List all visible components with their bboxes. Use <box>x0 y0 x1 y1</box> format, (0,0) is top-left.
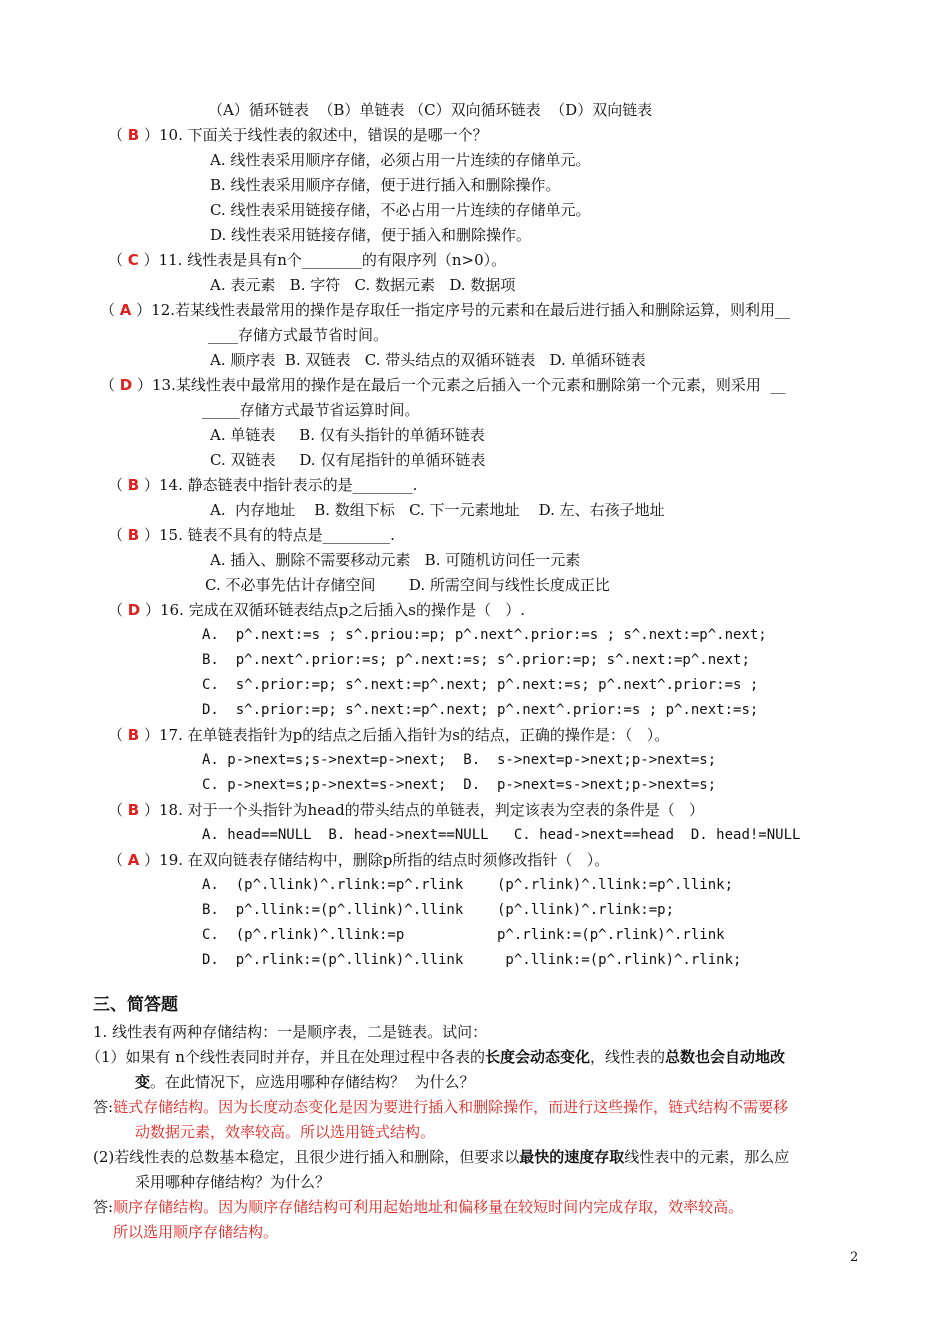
answer-paren: （ <box>108 601 128 619</box>
question-1-part-2-line-2: 采用哪种存储结构？为什么？ <box>135 1173 331 1191</box>
question-text: ）13.某线性表中最常用的操作是在最后一个元素之后插入一个元素和删除第一个元素，则采用 __ <box>137 376 786 394</box>
answer-letter: B <box>127 476 140 494</box>
option-line: A. 单链表 B. 仅有头指针的单循环链表 <box>210 426 485 444</box>
question-stem <box>108 800 704 820</box>
option-line: （A）循环链表 （B）单链表 （C）双向循环链表 （D）双向链表 <box>208 101 653 119</box>
q1-p1-rest: 。在此情况下，应选用哪种存储结构？ 为什么？ <box>150 1073 475 1091</box>
code-option-line: C. (p^.rlink)^.llink:=p p^.rlink:=(p^.rlink)^.rlink <box>202 927 725 943</box>
question-1-part-1-line-2 <box>135 1072 475 1092</box>
answer-paren: （ <box>108 726 128 744</box>
question-stem <box>100 300 790 320</box>
question-text: ）12.若某线性表最常用的操作是存取任一指定序号的元素和在最后进行插入和删除运算，则利用__ <box>136 301 791 319</box>
code-option-line: D. p^.rlink:=(p^.llink)^.llink p^.llink:=(p^.rlink)^.rlink; <box>202 952 742 968</box>
question-1-part-1-line-1 <box>86 1047 785 1067</box>
question-stem <box>108 725 669 745</box>
code-option-line: A. head==NULL B. head->next==NULL C. head->next==head D. head!=NULL <box>202 827 801 843</box>
question-text: ）17. 在单链表指针为p的结点之后插入指针为s的结点，正确的操作是：（ ）。 <box>144 726 670 744</box>
answer-letter: B <box>127 801 140 819</box>
option-line: A. 表元素 B. 字符 C. 数据元素 D. 数据项 <box>210 276 516 294</box>
answer-paren: （ <box>100 376 120 394</box>
question-stem <box>100 375 785 395</box>
answer-letter: B <box>127 526 140 544</box>
answer-letter: B <box>127 126 140 144</box>
question-text: ）11. 线性表是具有n个________的有限序列（n>0）。 <box>143 251 507 269</box>
page-number: 2 <box>850 1250 859 1265</box>
answer-label: 答: <box>93 1098 114 1116</box>
answer-paren: （ <box>108 251 128 269</box>
question-stem <box>108 250 506 270</box>
code-option-line: A. p^.next:=s ; s^.priou:=p; p^.next^.prior:=s ; s^.next:=p^.next; <box>202 627 767 643</box>
question-1-part-2-line-1 <box>93 1147 789 1167</box>
question-stem <box>108 475 417 495</box>
question-stem <box>108 600 525 620</box>
answer-letter: B <box>127 726 140 744</box>
q1-p1-bold-1: 长度会动态变化 <box>484 1048 590 1066</box>
q1-p2-text-a: (2)若线性表的总数基本稳定，且很少进行插入和删除，但要求以 <box>93 1148 520 1166</box>
answer-letter: C <box>127 251 139 269</box>
answer-paren: （ <box>108 526 128 544</box>
question-text: ）14. 静态链表中指针表示的是________. <box>144 476 418 494</box>
code-option-line: B. p^.next^.prior:=s; p^.next:=s; s^.prior:=p; s^.next:=p^.next; <box>202 652 750 668</box>
question-stem <box>108 525 395 545</box>
option-line: A. 插入、删除不需要移动元素 B. 可随机访问任一元素 <box>210 551 581 569</box>
question-1-intro: 1. 线性表有两种存储结构：一是顺序表，二是链表。试问： <box>93 1023 488 1041</box>
option-line: B. 线性表采用顺序存储，便于进行插入和删除操作。 <box>210 176 561 194</box>
option-line: A. 顺序表 B. 双链表 C. 带头结点的双循环链表 D. 单循环链表 <box>210 351 646 369</box>
q1-p2-bold: 最快的速度存取 <box>519 1148 625 1166</box>
code-option-line: C. p->next=s;p->next=s->next; D. p->next=s->next;p->next=s; <box>202 777 717 793</box>
question-stem <box>108 125 488 145</box>
code-option-line: B. p^.llink:=(p^.llink)^.llink (p^.llink)^.rlink:=p; <box>202 902 675 918</box>
answer-letter: D <box>119 376 133 394</box>
answer-paren: （ <box>108 851 128 869</box>
option-line: D. 线性表采用链接存储，便于插入和删除操作。 <box>210 226 532 244</box>
option-line: A. 线性表采用顺序存储，必须占用一片连续的存储单元。 <box>210 151 591 169</box>
answer-paren: （ <box>108 476 128 494</box>
answer-1-line-2: 动数据元素，效率较高。所以选用链式结构。 <box>135 1123 436 1141</box>
answer-paren: （ <box>108 801 128 819</box>
code-option-line: A. (p^.llink)^.rlink:=p^.rlink (p^.rlink)^.llink:=p^.llink; <box>202 877 734 893</box>
option-line: C. 双链表 D. 仅有尾指针的单循环链表 <box>210 451 486 469</box>
answer-2-line-2: 所以选用顺序存储结构。 <box>113 1223 279 1241</box>
q1-p1-text-c: ，线性表的 <box>590 1048 666 1066</box>
option-line: C. 不必事先估计存储空间 D. 所需空间与线性长度成正比 <box>205 576 610 594</box>
answer-letter: D <box>127 601 141 619</box>
answer-1-line-1 <box>93 1097 788 1117</box>
section-title: 三、简答题 <box>93 995 178 1015</box>
answer-paren: （ <box>108 126 128 144</box>
question-text: ）16. 完成在双循环链表结点p之后插入s的操作是（ ）. <box>145 601 526 619</box>
option-line: A. 内存地址 B. 数组下标 C. 下一元素地址 D. 左、右孩子地址 <box>210 501 665 519</box>
answer-label: 答: <box>93 1198 114 1216</box>
question-text: ）15. 链表不具有的特点是_________. <box>144 526 395 544</box>
code-option-line: C. s^.prior:=p; s^.next:=p^.next; p^.next:=s; p^.next^.prior:=s ; <box>202 677 759 693</box>
question-text: ）10. 下面关于线性表的叙述中，错误的是哪一个？ <box>144 126 488 144</box>
code-option-line: A. p->next=s;s->next=p->next; B. s->next=p->next;p->next=s; <box>202 752 717 768</box>
question-text: ）19. 在双向链表存储结构中，删除p所指的结点时须修改指针（ ）。 <box>144 851 610 869</box>
option-line: C. 线性表采用链接存储，不必占用一片连续的存储单元。 <box>210 201 591 219</box>
q1-p1-text-a: （1）如果有 n个线性表同时并存，并且在处理过程中各表的 <box>86 1048 485 1066</box>
answer-2-text-1: 顺序存储结构。因为顺序存储结构可利用起始地址和偏移量在较短时间内完成存取，效率较高。 <box>113 1198 744 1216</box>
code-option-line: D. s^.prior:=p; s^.next:=p^.next; p^.next^.prior:=s ; p^.next:=s; <box>202 702 759 718</box>
answer-letter: A <box>127 851 140 869</box>
q1-p1-bold-2: 总数也会自动地改 <box>665 1048 786 1066</box>
answer-paren: （ <box>100 301 120 319</box>
q1-p1-bold-3: 变 <box>135 1073 151 1091</box>
question-stem <box>108 850 609 870</box>
answer-2-line-1 <box>93 1197 743 1217</box>
question-text: ）18. 对于一个头指针为head的带头结点的单链表，判定该表为空表的条件是（ ） <box>144 801 705 819</box>
q1-p2-text-c: 线性表中的元素，那么应 <box>624 1148 790 1166</box>
answer-1-text-1: 链式存储结构。因为长度动态变化是因为要进行插入和删除操作，而进行这些操作，链式结构不需要移 <box>113 1098 789 1116</box>
option-line: ____存储方式最节省时间。 <box>208 326 389 344</box>
answer-letter: A <box>119 301 132 319</box>
option-line: _____存储方式最节省运算时间。 <box>202 401 420 419</box>
